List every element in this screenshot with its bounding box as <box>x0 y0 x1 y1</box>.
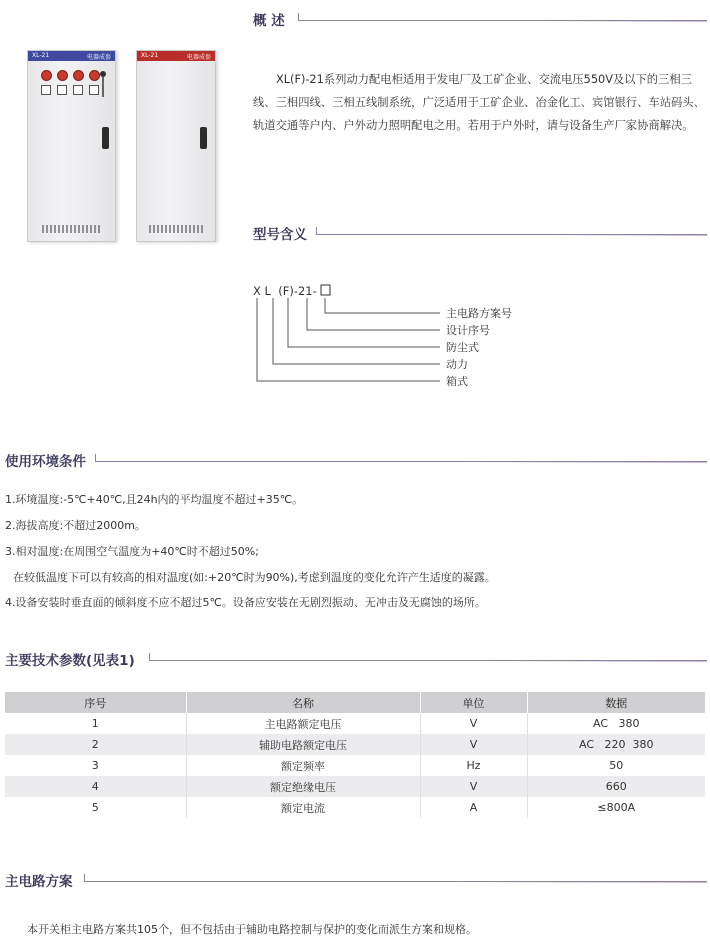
circuit-heading: 主电路方案 <box>5 874 73 890</box>
params-header-row <box>5 692 705 713</box>
cell-unit: A <box>420 797 527 818</box>
params-heading-rule <box>149 653 707 661</box>
right-cabinet <box>136 50 216 242</box>
cell-unit: Hz <box>420 755 527 776</box>
overview-text: XL(F)-21系列动力配电柜适用于发电厂及工矿企业、交流电压550V及以下的三相三线、三相四线、三相五线制系统，广泛适用于工矿企业、冶金化工、宾馆银行、车站码头、轨道交通等户内、户外动力照明配电之用。若用于户外时，请与设备生产厂家协商解决。 <box>253 73 705 132</box>
model-item-design: 设计序号 <box>446 324 490 337</box>
col-header-unit: 单位 <box>420 692 527 713</box>
right-cabinet-label: XL-21 <box>141 52 159 59</box>
left-cabinet-brand: 电器成套 <box>86 54 111 61</box>
cell-name: 额定绝缘电压 <box>186 776 420 797</box>
cell-value: AC 220 380 <box>527 734 705 755</box>
cell-name: 主电路额定电压 <box>186 713 420 734</box>
model-item-power: 动力 <box>446 358 468 371</box>
model-item-dustproof: 防尘式 <box>446 341 479 354</box>
cell-index: 1 <box>5 713 186 734</box>
cell-value: AC 380 <box>527 713 705 734</box>
col-header-value: 数据 <box>527 692 705 713</box>
environment-line-5: 4.设备安装时垂直面的倾斜度不应不超过5℃。设备应安装在无剧烈振动、无冲击及无腐蚀的场所。 <box>5 596 486 609</box>
params-heading: 主要技术参数(见表1) <box>5 653 135 669</box>
cell-unit: V <box>420 776 527 797</box>
cell-name: 额定频率 <box>186 755 420 776</box>
cell-unit: V <box>420 734 527 755</box>
environment-line-3: 3.相对温度:在周围空气温度为+40℃时不超过50%; <box>5 545 259 558</box>
cell-name: 额定电流 <box>186 797 420 818</box>
params-table <box>5 692 705 818</box>
cell-value: 660 <box>527 776 705 797</box>
model-code-box <box>321 285 330 295</box>
table-row <box>5 734 705 755</box>
circuit-text: 本开关柜主电路方案共105个，但不包括由于辅助电路控制与保护的变化而派生方案和规格。 <box>27 923 477 936</box>
left-cabinet-label: XL-21 <box>32 52 50 59</box>
environment-heading: 使用环境条件 <box>5 454 86 470</box>
col-header-name: 名称 <box>186 692 420 713</box>
model-item-scheme: 主电路方案号 <box>446 307 512 320</box>
model-heading: 型号含义 <box>253 227 307 243</box>
cell-unit: V <box>420 713 527 734</box>
environment-heading-rule <box>95 454 707 462</box>
overview-heading-rule <box>298 13 707 21</box>
model-item-box: 箱式 <box>446 375 468 388</box>
cell-index: 2 <box>5 734 186 755</box>
right-cabinet-brand: 电器成套 <box>186 54 211 61</box>
cell-value: ≤800A <box>527 797 705 818</box>
environment-line-2: 2.海拔高度:不超过2000m。 <box>5 519 146 532</box>
col-header-index: 序号 <box>5 692 186 713</box>
table-row <box>5 713 705 734</box>
model-code: X L (F)-21- <box>253 284 317 298</box>
left-cabinet-handle <box>102 127 109 149</box>
cell-index: 3 <box>5 755 186 776</box>
table-row <box>5 797 705 818</box>
overview-heading: 概 述 <box>253 13 285 29</box>
cell-value: 50 <box>527 755 705 776</box>
right-cabinet-handle <box>200 127 207 149</box>
cell-index: 5 <box>5 797 186 818</box>
table-row <box>5 755 705 776</box>
environment-line-4: 在较低温度下可以有较高的相对温度(如:+20℃时为90%),考虑到温度的变化允许产生适度的凝露。 <box>13 571 496 584</box>
cell-index: 4 <box>5 776 186 797</box>
model-heading-rule <box>316 227 707 235</box>
left-cabinet <box>27 50 116 242</box>
table-row <box>5 776 705 797</box>
environment-line-1: 1.环境温度:-5℃+40℃,且24h内的平均温度不超过+35℃。 <box>5 493 304 506</box>
circuit-heading-rule <box>84 874 707 882</box>
cell-name: 辅助电路额定电压 <box>186 734 420 755</box>
